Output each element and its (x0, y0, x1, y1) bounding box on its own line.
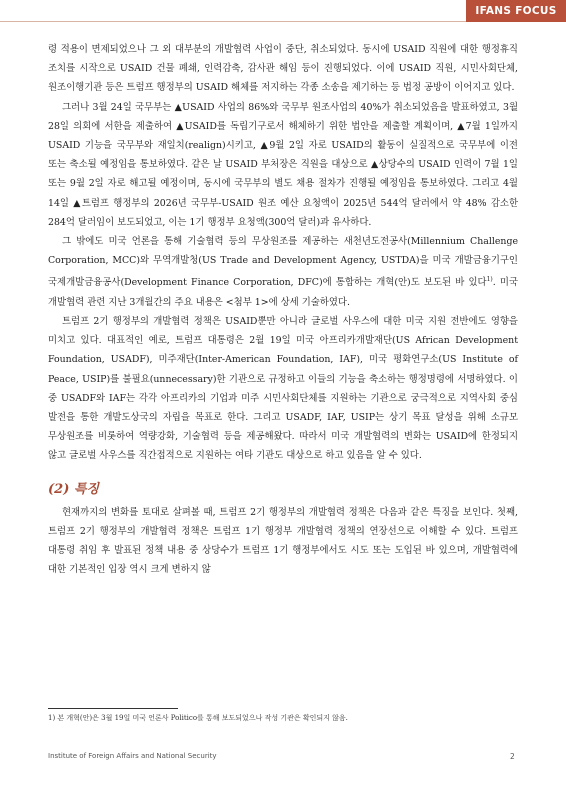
paragraph-3-text: 그 밖에도 미국 언론을 통해 기술협력 등의 무상원조를 제공하는 새천년도전공사(Millennium Challenge Corporation, MCC)와 무역개발청(US Trade and Development Agency, USTDA)을 미국 개발금융기구인 국제개발금융공사(Development Finance Corporation, DFC)에 통합하는 개혁(안)도 보도된 바 있다 (48, 236, 518, 289)
ifans-focus-badge: IFANS FOCUS (466, 0, 566, 22)
document-body (48, 40, 518, 579)
top-header-bar (0, 0, 566, 22)
footer-institute-name: Institute of Foreign Affairs and National Security (48, 752, 217, 760)
section-heading: (2) 특징 (48, 481, 99, 497)
footnote-reference[interactable]: 1) (486, 276, 493, 284)
paragraph-2: 그러나 3월 24일 국무부는 ▲USAID 사업의 86%와 국무부 원조사업의 40%가 취소되었음을 발표하였고, 3월 28일 의회에 서한을 제출하여 ▲USAID를 독립기구로서 해체하기 위한 법안을 제출할 계획이며, ▲7월 1일까지 USAID 기능을 국무부와 재일치(realign)시키고, ▲9월 2일 자로 USAID의 활동이 실질적으로 국무부에 이전 또는 축소될 예정임을 통보하였다. 같은 날 USAID 부처장은 직원을 대상으로 ▲상당수의 USAID 인력이 7월 1일 또는 9월 2일 자로 해고될 예정이며, 동시에 국무부의 별도 채용 절차가 진행될 예정임을 통보하였다. 그리고 4월 14일 ▲트럼프 행정부의 2026년 국무부-USAID 원조 예산 요청액이 2025년 544억 달러에서 약 48% 감소한 284억 달러임이 보도되었고, 이는 1기 행정부 요청액(300억 달러)과 유사하다. (48, 101, 518, 228)
footnote-divider (48, 708, 178, 709)
paragraph-5: 현재까지의 변화를 토대로 살펴볼 때, 트럼프 2기 행정부의 개발협력 정책은 다음과 같은 특징을 보인다. 첫째, 트럼프 2기 행정부의 개발협력 정책은 트럼프 1기 행정부 개발협력 정책의 연장선으로 이해할 수 있다. 트럼프 대통령 취임 후 발표된 정책 내용 중 상당수가 트럼프 1기 행정부에서도 시도 또는 도입된 바 있으며, 개발협력에 대한 기본적인 입장 역시 크게 변하지 않 (48, 506, 518, 576)
footnote: 1) 본 개혁(안)은 3월 19일 미국 언론사 Politico를 통해 보도되었으나 작성 기관은 확인되지 않음. (48, 714, 348, 722)
page-number: 2 (510, 752, 515, 761)
paragraph-3 (48, 232, 518, 312)
paragraph-1: 령 적용이 면제되었으나 그 외 대부분의 개발협력 사업이 중단, 취소되었다. 동시에 USAID 직원에 대한 행정휴직 조치를 시작으로 USAID 건물 폐쇄, 인력감축, 감사관 해임 등이 진행되었다. 이에 USAID 직원, 시민사회단체, 원조이행기관 등은 트럼프 행정부의 USAID 해체를 저지하는 각종 소송을 제기하는 등 법정 공방이 이어지고 있다. (48, 44, 518, 94)
paragraph-3-text-end: . 미국 개발협력 관련 지난 3개월간의 주요 내용은 <첨부 1>에 상세 기술하였다. (48, 277, 518, 308)
paragraph-4: 트럼프 2기 행정부의 개발협력 정책은 USAID뿐만 아니라 글로벌 사우스에 대한 미국 지원 전반에도 영향을 미치고 있다. 대표적인 예로, 트럼프 대통령은 2월 19일 미국 아프리카개발재단(US African Development Foundation, USADF), 미주재단(Inter-American Foundation, IAF), 미국 평화연구소(US Institute of Peace, USIP)를 불필요(unnecessary)한 기관으로 규정하고 이들의 기능을 축소하는 행정명령에 서명하였다. 이 중 USADF와 IAF는 각각 아프리카의 기업과 미주 시민사회단체를 지원하는 기관으로 궁극적으로 지역사회 중심 발전을 통한 개발도상국의 자립을 목표로 한다. 그리고 USADF, IAF, USIP는 상기 목표 달성을 위해 소규모 무상원조를 비롯하여 역량강화, 기술협력 등을 제공해왔다. 따라서 미국 개발협력의 변화는 USAID에 한정되지 않고 글로벌 사우스를 직간접적으로 지원하는 여타 기관도 대상으로 하고 있음을 알 수 있다. (48, 315, 518, 462)
